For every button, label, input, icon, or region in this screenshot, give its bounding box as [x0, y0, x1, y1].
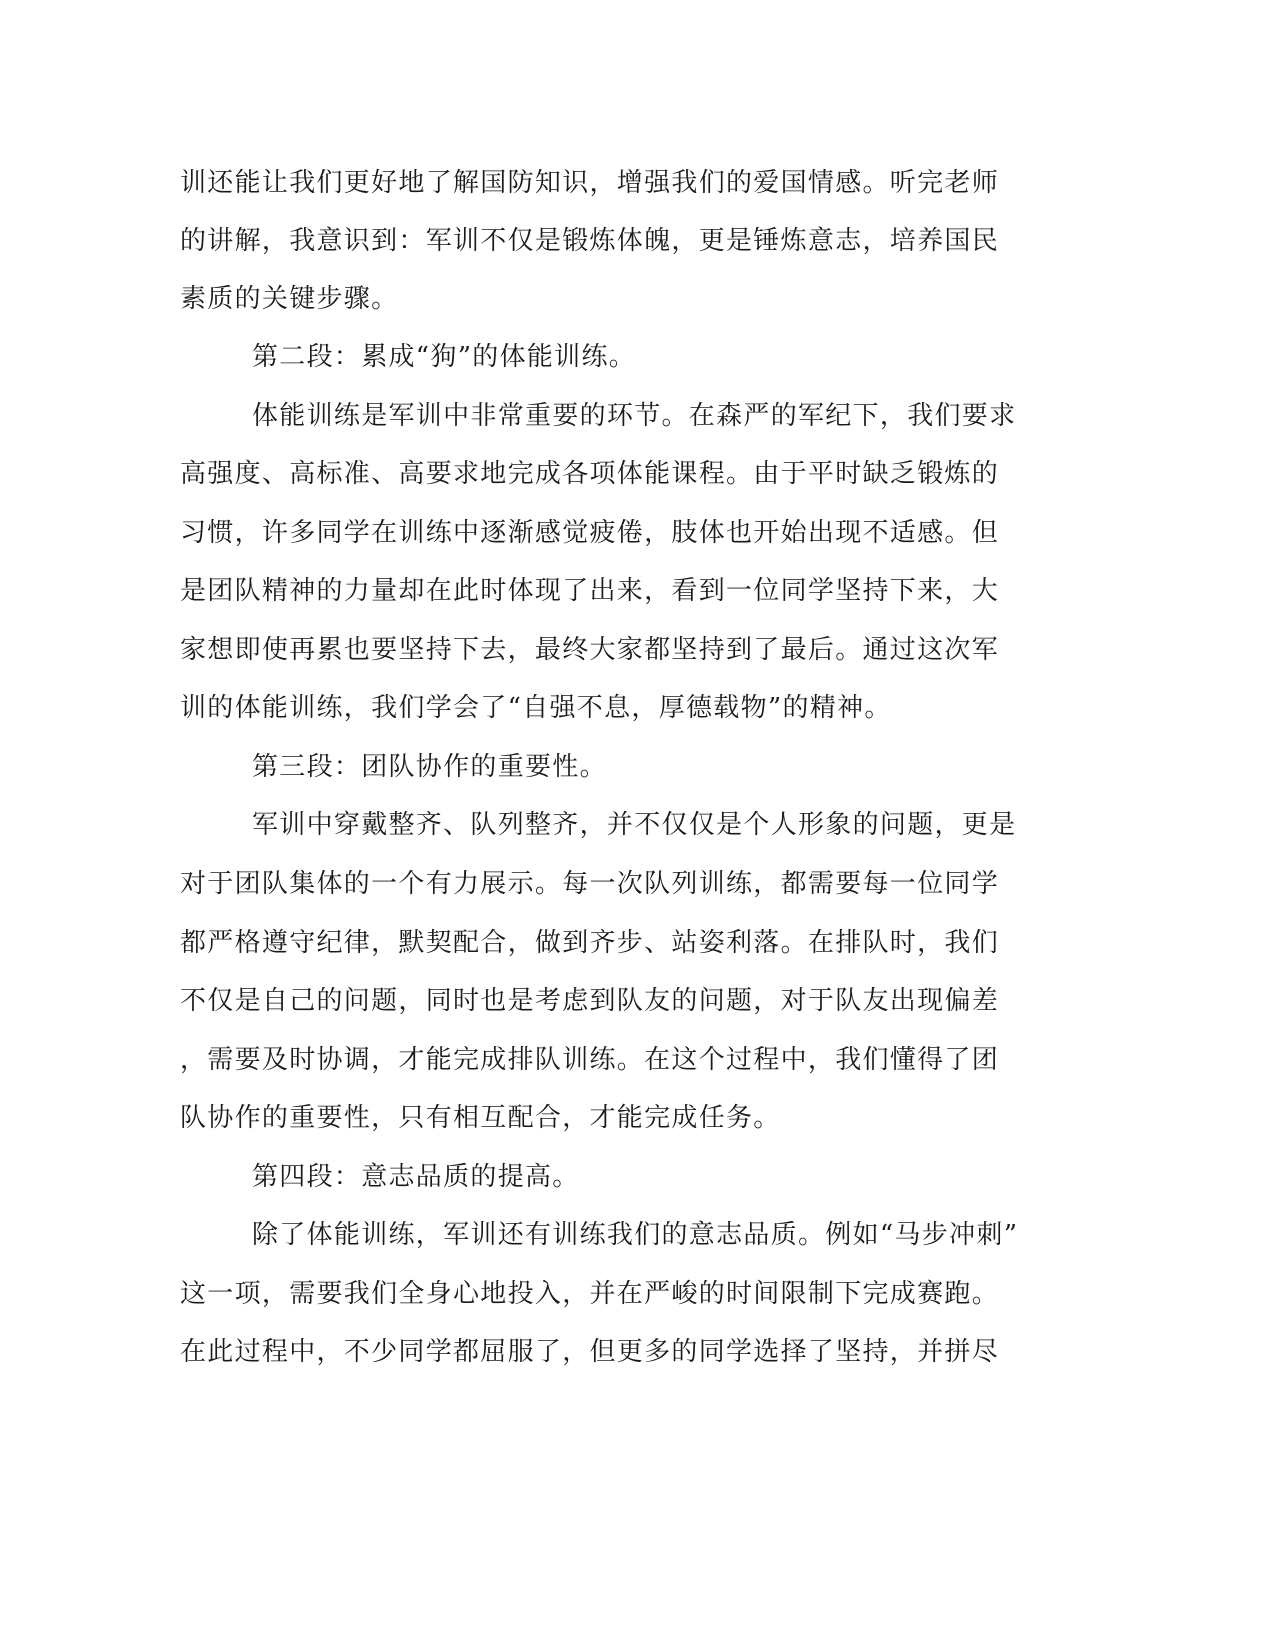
paragraph-line: 体能训练是军训中非常重要的环节。在森严的军纪下，我们要求: [252, 401, 1017, 431]
section-heading-4: 第四段：意志品质的提高。: [252, 1162, 580, 1192]
paragraph-line: 除了体能训练，军训还有训练我们的意志品质。例如“马步冲刺”: [252, 1220, 1019, 1250]
section-heading-3: 第三段：团队协作的重要性。: [252, 752, 607, 782]
paragraph-line: 家想即使再累也要坚持下去，最终大家都坚持到了最后。通过这次军: [180, 635, 1000, 665]
paragraph-line: 都严格遵守纪律，默契配合，做到齐步、站姿利落。在排队时，我们: [180, 928, 1000, 958]
paragraph-line: 这一项，需要我们全身心地投入，并在严峻的时间限制下完成赛跑。: [180, 1279, 1000, 1309]
paragraph-line: 队协作的重要性，只有相互配合，才能完成任务。: [180, 1103, 781, 1133]
paragraph-line: 素质的关键步骤。: [180, 284, 399, 314]
paragraph-line: ，需要及时协调，才能完成排队训练。在这个过程中，我们懂得了团: [180, 1045, 1000, 1075]
section-heading-2: 第二段：累成“狗”的体能训练。: [252, 342, 637, 372]
paragraph-line: 训的体能训练，我们学会了“自强不息，厚德载物”的精神。: [180, 693, 892, 723]
paragraph-line: 训还能让我们更好地了解国防知识，增强我们的爱国情感。听完老师: [180, 168, 1000, 198]
paragraph-line: 高强度、高标准、高要求地完成各项体能课程。由于平时缺乏锻炼的: [180, 459, 1000, 489]
paragraph-line: 的讲解，我意识到：军训不仅是锻炼体魄，更是锤炼意志，培养国民: [180, 226, 1000, 256]
paragraph-line: 习惯，许多同学在训练中逐渐感觉疲倦，肢体也开始出现不适感。但: [180, 518, 1000, 548]
paragraph-line: 不仅是自己的问题，同时也是考虑到队友的问题，对于队友出现偏差: [180, 986, 1000, 1016]
paragraph-line: 在此过程中，不少同学都屈服了，但更多的同学选择了坚持，并拼尽: [180, 1337, 1000, 1367]
paragraph-line: 军训中穿戴整齐、队列整齐，并不仅仅是个人形象的问题，更是: [252, 810, 1017, 840]
paragraph-line: 是团队精神的力量却在此时体现了出来，看到一位同学坚持下来，大: [180, 576, 1000, 606]
paragraph-line: 对于团队集体的一个有力展示。每一次队列训练，都需要每一位同学: [180, 869, 1000, 899]
